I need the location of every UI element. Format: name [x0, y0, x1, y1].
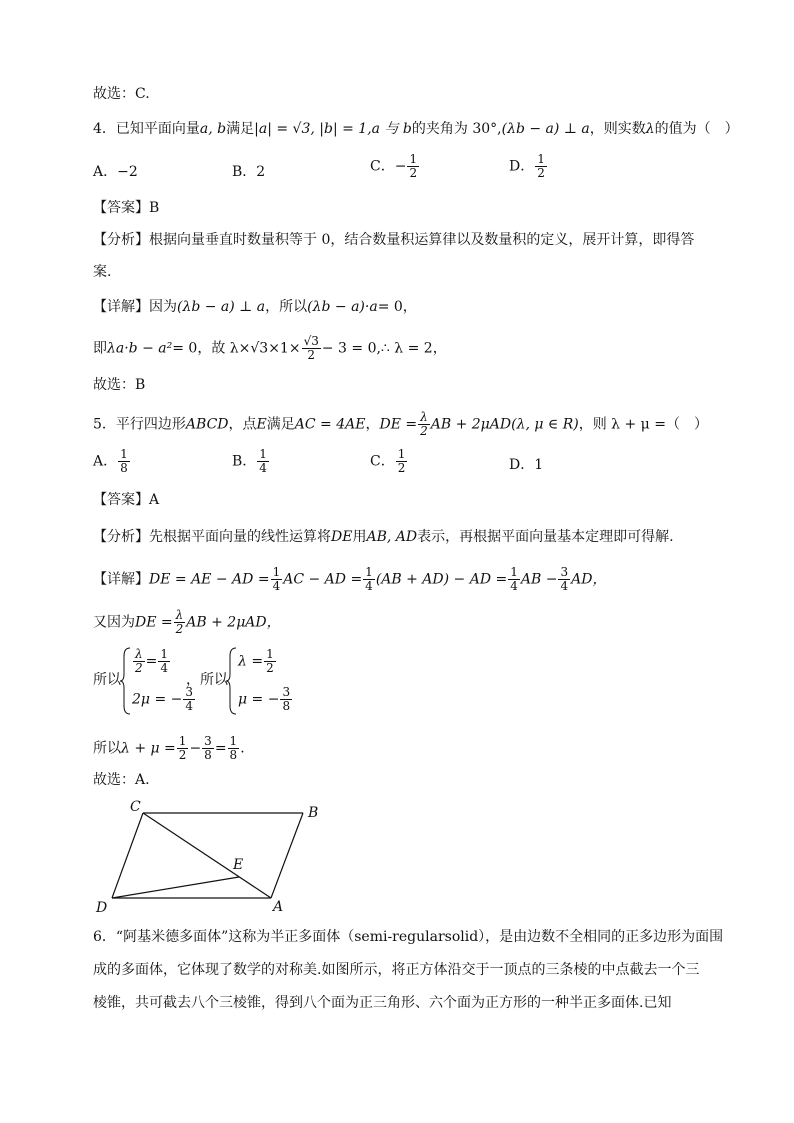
- answer-tag: 【答案】: [93, 492, 149, 508]
- numerator: 1: [266, 647, 274, 661]
- segment-de: [112, 877, 239, 898]
- expr: DE = AE − AD =: [149, 571, 270, 588]
- q5-so-label: 所以: [93, 672, 121, 688]
- expr: AB −: [520, 571, 558, 588]
- abcd: ABCD: [185, 416, 229, 433]
- q5-result: [93, 735, 245, 762]
- numerator: 1: [397, 447, 406, 461]
- denominator: 4: [365, 579, 373, 593]
- q4-stem: [93, 119, 739, 139]
- option-prefix: C．: [370, 453, 395, 470]
- label-c: C: [130, 799, 141, 815]
- lambda-over-2: [418, 411, 430, 438]
- lambda-over-2: [133, 648, 145, 675]
- q4-lambda: λ: [645, 121, 655, 137]
- de-rhs: AB + 2μAD，: [186, 614, 281, 631]
- detail-text: − 3 = 0,∴ λ = 2，: [321, 340, 447, 357]
- numerator: 1: [537, 152, 545, 166]
- de-lhs: DE =: [379, 416, 418, 433]
- numerator: 1: [259, 447, 267, 461]
- numerator: λ: [174, 609, 186, 623]
- option-fraction: [118, 448, 130, 475]
- detail-tag: 【详解】: [93, 571, 149, 588]
- numerator: 1: [510, 565, 518, 579]
- three-fourths: [183, 686, 195, 713]
- q5-option-d: D．1: [509, 457, 544, 473]
- sys1-row1: [132, 648, 171, 675]
- one-fourth: [158, 648, 170, 675]
- edge-dc: [112, 813, 143, 898]
- q5-detail-1: [93, 566, 606, 593]
- denominator: 4: [272, 579, 281, 593]
- analysis-text-1: 根据向量垂直时数量积等于 0，结合数量积运算律以及数量积的定义，展开计算，即得答: [149, 232, 695, 248]
- label-a: A: [273, 899, 284, 915]
- q4-analysis-cont: 案.: [93, 264, 112, 280]
- option-fraction: [257, 448, 269, 475]
- stem-text: 满足: [266, 416, 295, 433]
- q4-stem-b: 满足: [226, 121, 255, 137]
- dot-expr: (λb − a)·a: [307, 299, 378, 315]
- numerator: 3: [282, 685, 291, 699]
- domain: (λ, μ ∈ R): [511, 416, 579, 433]
- stem-text: 5．平行四边形: [93, 416, 186, 433]
- q4-stem-a: 4．已知平面向量: [93, 121, 200, 137]
- q4-option-d-fraction: [535, 153, 547, 180]
- numerator: 1: [409, 152, 418, 166]
- point-e: E: [256, 416, 267, 433]
- ac-eq: AC = 4AE: [294, 416, 366, 433]
- row-text: 2μ = −: [132, 691, 183, 708]
- numerator: 1: [229, 734, 238, 748]
- q5-option-c: [370, 448, 408, 475]
- q5-so-label-2: ，所以: [186, 672, 228, 688]
- q4-vec-ab: a, b: [199, 121, 227, 137]
- denominator: 4: [259, 461, 267, 475]
- q5-option-a: [93, 448, 131, 475]
- one-fourth: [271, 566, 283, 593]
- q5-option-b: [232, 448, 270, 475]
- three-eighths: [280, 686, 292, 713]
- sys2-row2: [238, 686, 293, 713]
- numerator: λ: [418, 411, 430, 425]
- q4-answer: [93, 198, 159, 218]
- q4-option-c-prefix: C．−: [370, 158, 407, 175]
- q4-detail-1: [93, 297, 417, 317]
- denominator: 8: [229, 748, 238, 762]
- detail-text: 即: [93, 340, 107, 357]
- detail-text: = 0，故 λ×√3×1×: [172, 340, 301, 357]
- one-half: [264, 648, 276, 675]
- q6-line-1: 6．“阿基米德多面体”这称为半正多面体（semi-regularsolid），是由边数不全相同的正多边形为面围: [93, 929, 724, 945]
- lambda-over-2: [174, 609, 186, 636]
- q4-stem-c: 的夹角为 30°,: [411, 121, 502, 137]
- numerator: 1: [160, 647, 169, 661]
- minus: −: [189, 740, 202, 757]
- q4-cond: |a| = √3, |b| = 1,: [254, 121, 372, 137]
- vec-de: DE: [331, 529, 353, 545]
- expr: (AB + AD) − AD =: [375, 571, 508, 588]
- q4-perp: (λb − a) ⊥ a: [501, 121, 590, 137]
- q4-option-a: A．−2: [93, 164, 138, 180]
- label-b: B: [308, 805, 319, 821]
- left-brace-1: [120, 646, 132, 716]
- numerator: 1: [178, 734, 187, 748]
- detail-tag: 【详解】: [93, 299, 149, 315]
- stem-text: ，点: [228, 416, 257, 433]
- edge-ba: [271, 813, 303, 898]
- numerator: 3: [185, 685, 194, 699]
- numerator: 3: [560, 565, 569, 579]
- one-eighth: [228, 735, 240, 762]
- q5-conclusion: 故选：A.: [93, 772, 150, 788]
- one-fourth: [508, 566, 520, 593]
- q4-conclusion: 故选：B: [93, 377, 146, 393]
- option-fraction: [396, 448, 408, 475]
- label-d: D: [96, 900, 108, 916]
- sys2-row1: [238, 648, 277, 675]
- one-half: [177, 735, 189, 762]
- numerator: 1: [272, 565, 281, 579]
- option-prefix: A．: [93, 453, 118, 470]
- numerator: λ: [133, 648, 145, 662]
- answer-value: B: [149, 200, 160, 216]
- denominator: 2: [175, 622, 184, 636]
- stem-text: ，则 λ + μ =（ ）: [578, 416, 708, 433]
- q4-stem-d: ，则实数: [589, 121, 646, 137]
- perp-expr: (λb − a) ⊥ a: [177, 299, 266, 315]
- option-prefix: B．: [232, 453, 257, 470]
- equals: =: [145, 653, 158, 670]
- expand-expr: λa·b − a²: [107, 340, 173, 357]
- diagonal-ca: [143, 813, 271, 898]
- vec-ab-ad: AB, AD: [366, 529, 418, 545]
- sys1-row2: [132, 686, 196, 713]
- analysis-tag: 【分析】: [93, 529, 149, 545]
- q3-conclusion: 故选：C.: [93, 86, 150, 102]
- denominator: 8: [120, 461, 128, 475]
- analysis-text: 用: [352, 529, 367, 545]
- equals: =: [214, 740, 227, 757]
- denominator: 2: [307, 348, 316, 362]
- denominator: 2: [420, 424, 428, 438]
- denominator: 2: [178, 748, 187, 762]
- de-lhs: DE =: [135, 614, 173, 631]
- analysis-tag: 【分析】: [93, 232, 149, 248]
- q4-a-and-b: a 与 b: [371, 121, 412, 137]
- answer-value: A: [149, 492, 160, 508]
- analysis-text: 先根据平面向量的线性运算将: [149, 529, 331, 545]
- denominator: 2: [135, 661, 143, 675]
- row-text: μ = −: [238, 691, 280, 708]
- q4-detail-2: [93, 335, 447, 362]
- denominator: 2: [397, 461, 406, 475]
- denominator: 2: [266, 661, 274, 675]
- q5-answer: [93, 490, 159, 510]
- detail-text: ，所以: [265, 299, 308, 315]
- expr: AC − AD =: [283, 571, 363, 588]
- q4-option-d-prefix: D．: [509, 158, 535, 175]
- q4-analysis: [93, 230, 694, 250]
- one-fourth: [363, 566, 375, 593]
- numerator: √3: [303, 334, 319, 348]
- analysis-text: 表示，再根据平面向量基本定理即可得解.: [417, 529, 674, 545]
- q5-detail-2: [93, 609, 281, 636]
- result-text: 所以: [93, 740, 121, 757]
- numerator: 1: [365, 565, 373, 579]
- q5-stem: [93, 411, 708, 438]
- result-expr: λ + μ =: [121, 740, 176, 757]
- three-fourths: [558, 566, 570, 593]
- detail-text: 因为: [149, 299, 177, 315]
- parallelogram-figure: [90, 795, 340, 920]
- expr: AD，: [571, 571, 607, 588]
- q4-stem-e: 的值为（ ）: [654, 121, 739, 137]
- q4-option-c-fraction: [407, 153, 419, 180]
- numerator: 3: [204, 734, 212, 748]
- stem-text: ，: [365, 416, 380, 433]
- q4-option-d: [509, 153, 548, 180]
- denominator: 4: [510, 579, 518, 593]
- detail-text: 又因为: [93, 614, 135, 631]
- denominator: 4: [185, 699, 194, 713]
- denominator: 4: [560, 579, 569, 593]
- de-rhs: AB + 2μAD: [430, 416, 512, 433]
- three-eighths: [202, 735, 214, 762]
- denominator: 2: [537, 166, 545, 180]
- q4-option-c: [370, 153, 420, 180]
- row-text: λ =: [238, 653, 264, 670]
- q4-option-b: B．2: [232, 164, 266, 180]
- denominator: 2: [409, 166, 418, 180]
- left-brace-2: [226, 646, 238, 716]
- q6-line-2: 成的多面体，它体现了数学的对称美.如图所示，将正方体沿交于一顶点的三条棱的中点截去一个三: [93, 962, 700, 978]
- label-e: E: [233, 857, 244, 873]
- answer-tag: 【答案】: [93, 200, 149, 216]
- q5-analysis: [93, 527, 674, 547]
- sqrt3-over-2: [302, 335, 321, 362]
- denominator: 4: [160, 661, 169, 675]
- denominator: 8: [204, 748, 212, 762]
- numerator: 1: [120, 447, 128, 461]
- denominator: 8: [282, 699, 291, 713]
- detail-text: = 0，: [377, 299, 417, 315]
- period: .: [240, 740, 245, 757]
- q6-line-3: 棱锥，共可截去八个三棱锥，得到八个面为正三角形、六个面为正方形的一种半正多面体.已知: [93, 995, 672, 1011]
